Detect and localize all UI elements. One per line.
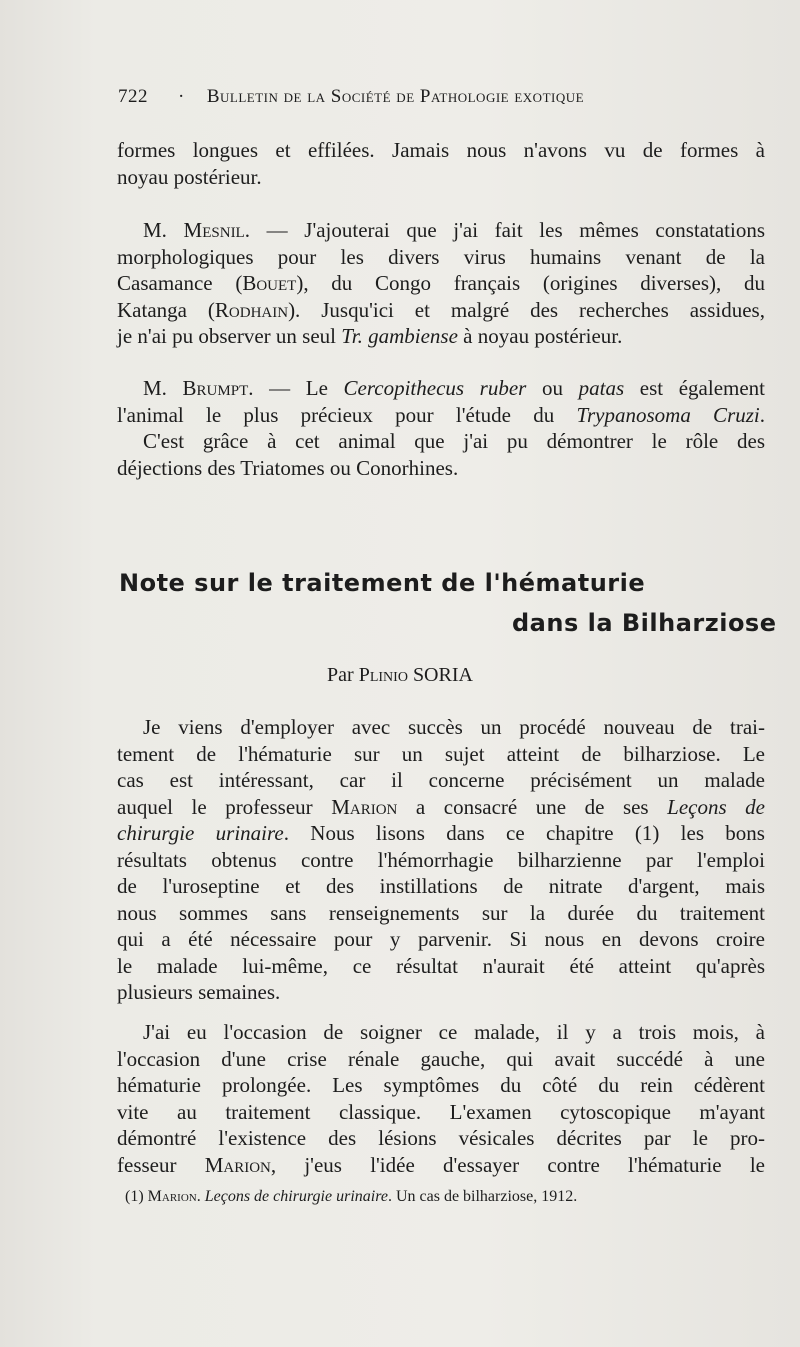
text-line: noyau postérieur. bbox=[117, 164, 262, 189]
text-fragment: , j'eus l'idée d'essayer contre l'hématurie le bbox=[270, 1152, 765, 1177]
mesnil-remark bbox=[117, 217, 765, 350]
dash: — bbox=[249, 218, 305, 242]
text-line: Je viens d'employer avec succès un procédé nouveau de trai- bbox=[143, 715, 765, 739]
text-line: tement de l'hématurie sur un sujet atteint de bilharziose. Le bbox=[117, 741, 765, 766]
journal-title: Bulletin de la Société de Pathologie exotique bbox=[206, 86, 585, 107]
text-fragment: l'animal le plus précieux pour l'étude du bbox=[117, 402, 577, 427]
text-line: démontré l'existence des lésions vésicales décrites par le pro- bbox=[117, 1126, 765, 1150]
article-paragraph-1 bbox=[117, 714, 765, 1006]
running-head bbox=[118, 86, 718, 108]
text-line: le malade lui-même, ce résultat n'aurait été atteint qu'après bbox=[117, 953, 765, 978]
cited-name: Marion bbox=[147, 1188, 197, 1205]
page-number: 722 bbox=[118, 86, 148, 107]
text-line: cas est intéressant, car il concerne précisément un malade bbox=[117, 768, 765, 792]
text-line bbox=[117, 794, 765, 821]
article-title-line-2: dans la Bilharziose bbox=[512, 609, 777, 637]
species-name: Trypanosoma Cruzi bbox=[576, 402, 760, 427]
text-line: formes longues et effilées. Jamais nous n'avons vu de formes à bbox=[117, 138, 765, 162]
text-line: nous sommes sans renseignements sur la durée du traitement bbox=[117, 900, 765, 925]
text-fragment: . bbox=[196, 1188, 205, 1205]
text-line: morphologiques pour les divers virus humains venant de la bbox=[117, 244, 765, 269]
text-line: hématurie prolongée. Les symptômes du côté du rein cédèrent bbox=[117, 1073, 765, 1097]
footnote-marker: (1) bbox=[125, 1188, 148, 1205]
work-title: chirurgie urinaire bbox=[117, 821, 284, 845]
speaker-name: M. Mesnil. bbox=[143, 218, 250, 242]
running-head-separator: · bbox=[178, 86, 185, 107]
author-last-name: SORIA bbox=[412, 664, 473, 686]
text-fragment: auquel le professeur bbox=[117, 794, 332, 819]
text-line: C'est grâce à cet animal que j'ai pu démontrer le rôle des bbox=[143, 429, 765, 453]
text-fragment: . bbox=[759, 402, 765, 427]
text-fragment: a consacré une de ses bbox=[397, 794, 668, 819]
text-fragment: ), du Congo français (origines diverses), du bbox=[296, 271, 765, 295]
text-fragment: fesseur bbox=[117, 1152, 205, 1177]
author-first-name: Plinio bbox=[358, 664, 408, 686]
cited-name: Marion bbox=[204, 1152, 271, 1177]
text-fragment: ). Jusqu'ici et malgré des recherches assidues, bbox=[288, 297, 765, 322]
text-line: plusieurs semaines. bbox=[117, 980, 281, 1004]
work-title: Leçons de chirurgie urinaire bbox=[204, 1188, 388, 1205]
text-line: vite au traitement classique. L'examen cytoscopique m'ayant bbox=[117, 1099, 765, 1124]
text-fragment: je n'ai pu observer un seul bbox=[117, 324, 342, 348]
dash: — Le bbox=[253, 376, 344, 400]
species-name: Cercopithecus ruber bbox=[343, 376, 527, 400]
text-fragment: J'ajouterai que j'ai fait les mêmes constatations bbox=[304, 218, 766, 242]
cited-name: Marion bbox=[331, 794, 398, 819]
text-line bbox=[117, 820, 765, 847]
species-name: Tr. gambiense bbox=[341, 324, 458, 348]
work-title: Leçons de bbox=[667, 794, 765, 819]
text-fragment: . Un cas de bilharziose, 1912. bbox=[387, 1188, 578, 1205]
cited-name: Rodhain bbox=[214, 297, 289, 322]
text-fragment: Casamance ( bbox=[117, 271, 243, 295]
brumpt-remark bbox=[117, 375, 765, 481]
footnote bbox=[125, 1188, 577, 1206]
speaker-name: M. Brumpt. bbox=[143, 376, 254, 400]
text-line bbox=[117, 1152, 765, 1179]
text-line: l'occasion d'une crise rénale gauche, qui avait succédé à une bbox=[117, 1046, 765, 1071]
cited-name: Bouet bbox=[242, 271, 297, 295]
text-fragment: . Nous lisons dans ce chapitre (1) les bons bbox=[283, 821, 765, 845]
text-line bbox=[117, 270, 765, 297]
text-line bbox=[117, 297, 765, 324]
text-line: J'ai eu l'occasion de soigner ce malade, il y a trois mois, à bbox=[143, 1020, 765, 1044]
text-line bbox=[117, 323, 765, 350]
byline-prefix: Par bbox=[327, 664, 359, 686]
text-line: déjections des Triatomes ou Conorhines. bbox=[117, 455, 459, 480]
text-fragment: Katanga ( bbox=[117, 297, 215, 322]
byline bbox=[0, 664, 800, 687]
text-line bbox=[117, 217, 765, 244]
article-title-line-1: Note sur le traitement de l'hématurie bbox=[119, 569, 646, 597]
text-fragment: est également bbox=[624, 376, 766, 400]
text-line bbox=[117, 402, 765, 429]
text-line: résultats obtenus contre l'hémorrhagie bilharzienne par l'emploi bbox=[117, 847, 765, 872]
text-fragment: à noyau postérieur. bbox=[457, 324, 623, 348]
text-line: de l'uroseptine et des instillations de nitrate d'argent, mais bbox=[117, 874, 765, 898]
text-line bbox=[117, 375, 765, 402]
article-paragraph-2 bbox=[117, 1019, 765, 1178]
continuation-paragraph bbox=[117, 137, 765, 190]
text-line: qui a été nécessaire pour y parvenir. Si nous en devons croire bbox=[117, 927, 765, 951]
text-fragment: ou bbox=[526, 376, 579, 400]
species-name: patas bbox=[578, 376, 625, 400]
